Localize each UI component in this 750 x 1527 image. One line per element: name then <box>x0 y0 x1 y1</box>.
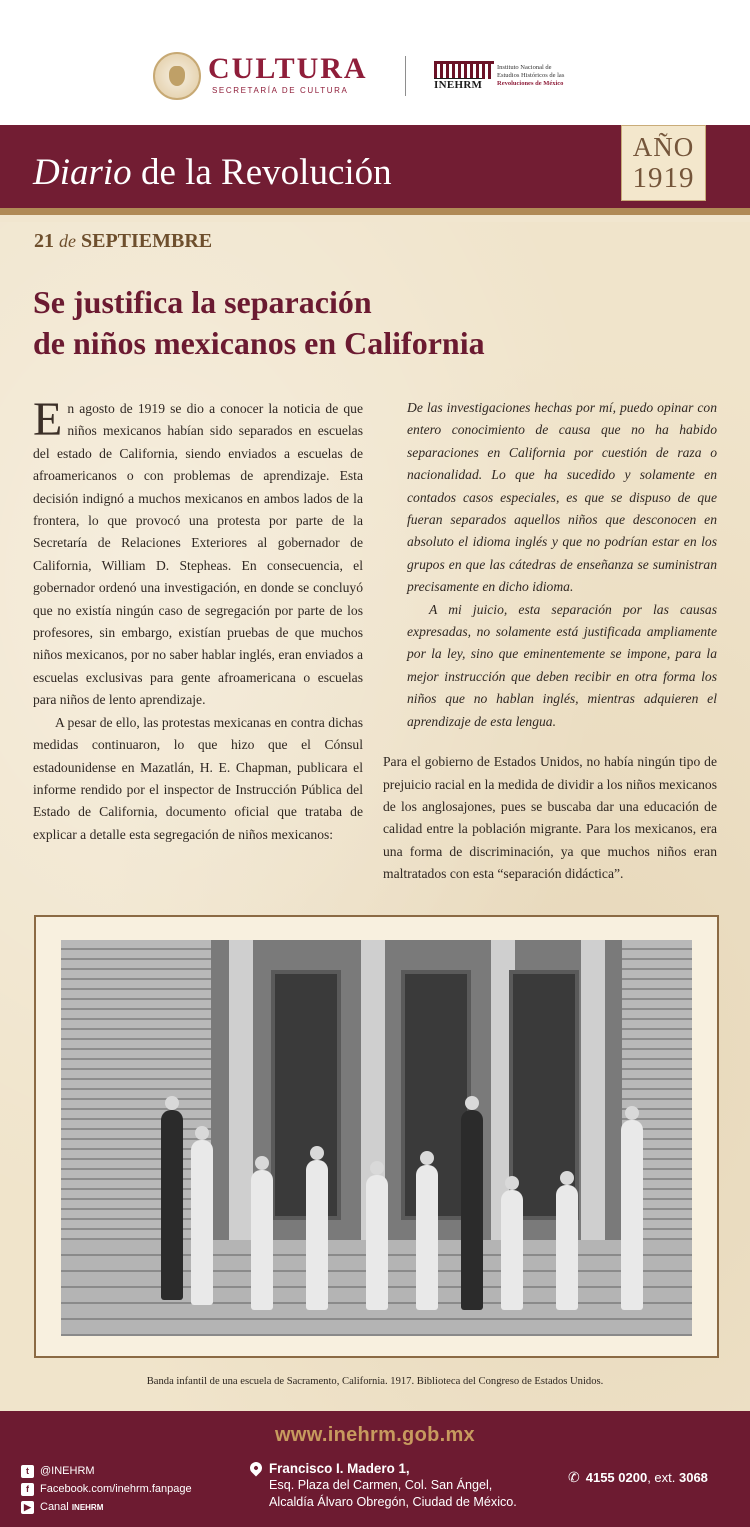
photo-child-head <box>560 1171 574 1185</box>
photo-child <box>621 1120 643 1310</box>
article-column-left <box>33 393 363 846</box>
address-line-2: Esq. Plaza del Carmen, Col. San Ángel, <box>269 1478 493 1492</box>
photo-child-head <box>420 1151 434 1165</box>
photo-child-head <box>625 1106 639 1120</box>
photo-building-siding-left <box>61 940 211 1240</box>
drop-cap: E <box>33 393 63 446</box>
youtube-icon: ▶ <box>21 1501 34 1514</box>
article-date <box>34 230 212 253</box>
facebook-icon: f <box>21 1483 34 1496</box>
inehrm-name-line2: Estudios Históricos de las <box>497 72 565 79</box>
photo-child-head <box>370 1161 384 1175</box>
address-line-1: Francisco I. Madero 1, <box>269 1461 410 1476</box>
paragraph-2: A pesar de ello, las protestas mexicanas en contra dichas medidas continuaron, lo que hizo que el Cónsul estadounidense en Mazatlán, H. E. Chapman, publicara el informe rendido por el inspector de Instrucción Pública del Estado de California, documento oficial que trataba de explicar a detalle esta segregación de niños mexicanos: <box>33 714 363 842</box>
paragraph-1 <box>33 393 363 712</box>
photo-child-head <box>310 1146 324 1160</box>
top-header <box>0 0 750 125</box>
address-line-3: Alcaldía Álvaro Obregón, Ciudad de México. <box>269 1495 517 1509</box>
paragraph-3: Para el gobierno de Estados Unidos, no había ningún tipo de prejuicio racial en la medida de dividir a los niños mexicanos de los anglosajones, pues se buscaba dar una educación de calidad entre la población migrante. Para los mexicanos, era una forma de discriminación, ya que muchos niños eran maltratados con esta “separación didáctica”. <box>383 754 717 882</box>
quote-paragraph-1: De las investigaciones hechas por mí, puedo opinar con entero conocimiento de causa que no ha habido separaciones en California por cuestión de raza o nacionalidad. Lo que ha sucedido y solamente en contados casos especiales, es que se dispuso de que fueran separados aquellos niños que desconocen en absoluto el idioma inglés y que no podrían estar en los grupos en que las cátedras de enseñanza se suministran precisamente en dicho idioma. <box>407 400 717 595</box>
photo-child-head <box>465 1096 479 1110</box>
date-de: de <box>59 231 76 251</box>
phone-ext-number: 3068 <box>678 1470 708 1485</box>
photo-child <box>251 1170 273 1310</box>
cultura-logo-subtitle: SECRETARÍA DE CULTURA <box>212 86 349 95</box>
photo-frame <box>34 915 719 1358</box>
youtube-link[interactable] <box>21 1498 192 1516</box>
photo-child-head <box>165 1096 179 1110</box>
facebook-link[interactable] <box>21 1480 192 1498</box>
facebook-url: Facebook.com/inehrm.fanpage <box>40 1483 192 1495</box>
inehrm-building-icon <box>434 61 494 79</box>
year-badge <box>621 125 706 201</box>
paragraph-3-wrap <box>383 751 717 885</box>
cultura-logo-title: CULTURA <box>208 52 368 85</box>
photo-child <box>501 1190 523 1310</box>
photo-child <box>306 1160 328 1310</box>
year-label: AÑO <box>632 132 695 162</box>
phone-number: 4155 0200 <box>585 1470 648 1485</box>
photo-child <box>461 1110 483 1310</box>
social-links <box>21 1462 192 1516</box>
location-pin-icon <box>248 1460 265 1477</box>
youtube-label: Canal <box>40 1501 69 1513</box>
photo-child <box>416 1165 438 1310</box>
phone-ext-label: , ext. <box>647 1470 679 1485</box>
year-value: 1919 <box>632 162 695 194</box>
photo-caption: Banda infantil de una escuela de Sacramento, California. 1917. Biblioteca del Congreso de Estados Unidos. <box>146 1376 604 1387</box>
publication-title <box>33 151 392 194</box>
article-headline <box>33 282 683 364</box>
photo-child-head <box>505 1176 519 1190</box>
headline-line2: de niños mexicanos en California <box>33 325 485 361</box>
headline-line1: Se justifica la separación <box>33 284 372 320</box>
inehrm-logo <box>434 61 494 91</box>
inehrm-name-line3: Revoluciones de México <box>497 80 564 87</box>
article-column-right <box>383 397 717 886</box>
website-link[interactable]: www.inehrm.gob.mx <box>275 1424 475 1446</box>
phone-icon: ✆ <box>568 1469 580 1485</box>
photo-column <box>581 940 605 1240</box>
date-month: SEPTIEMBRE <box>81 230 213 252</box>
twitter-link[interactable] <box>21 1462 192 1480</box>
twitter-handle: @INEHRM <box>40 1465 95 1477</box>
photo-child <box>366 1175 388 1310</box>
historical-photo-children-band <box>61 940 692 1336</box>
coat-of-arms-seal-icon <box>153 52 201 100</box>
quote-paragraph-2: A mi juicio, esta separación por las causas expresadas, no solamente está justificada ampliamente por la ley, sino que eminentemente se impone, para la mejor instrucción que deben recibir en otra forma los niños que no hablan inglés, mientras adquieren el aprendizaje de esta lengua. <box>407 601 717 729</box>
date-day: 21 <box>34 230 54 252</box>
photo-child <box>191 1140 213 1305</box>
youtube-channel: INEHRM <box>71 1502 104 1512</box>
block-quote <box>383 397 717 733</box>
inehrm-acronym: INEHRM <box>434 79 483 91</box>
photo-child-head <box>195 1126 209 1140</box>
twitter-icon: t <box>21 1465 34 1478</box>
paragraph-1-text: n agosto de 1919 se dio a conocer la noticia de que niños mexicanos habían sido separados en escuelas del estado de California, siendo enviados a escuelas de afroamericanos o con problemas de aprendizaje. Esta decisión indignó a muchos mexicanos en ambos lados de la frontera, lo que provocó una protesta por parte de la Secretaría de Relaciones Exteriores al gobernador de California, William D. Stepheas. En consecuencia, el gobernador ordenó una investigación, en donde se concluyó que no existía ningún caso de segregación por parte de los profesores, sin embargo, existían pruebas de que muchos niños mexicanos, por no saber hablar inglés, eran enviados a escuelas exclusivas para gente afroamericana o escuelas para niños de lento aprendizaje. <box>33 401 363 708</box>
photo-child-head <box>255 1156 269 1170</box>
inehrm-full-name <box>497 64 607 88</box>
postal-address <box>250 1460 517 1511</box>
photo-column <box>229 940 253 1240</box>
photo-child <box>556 1185 578 1310</box>
phone-contact[interactable] <box>568 1469 708 1486</box>
publication-title-italic: Diario <box>33 152 132 193</box>
photo-child <box>161 1110 183 1300</box>
inehrm-name-line1: Instituto Nacional de <box>497 64 552 71</box>
logo-divider <box>405 56 406 96</box>
publication-title-rest: de la Revolución <box>131 152 392 193</box>
